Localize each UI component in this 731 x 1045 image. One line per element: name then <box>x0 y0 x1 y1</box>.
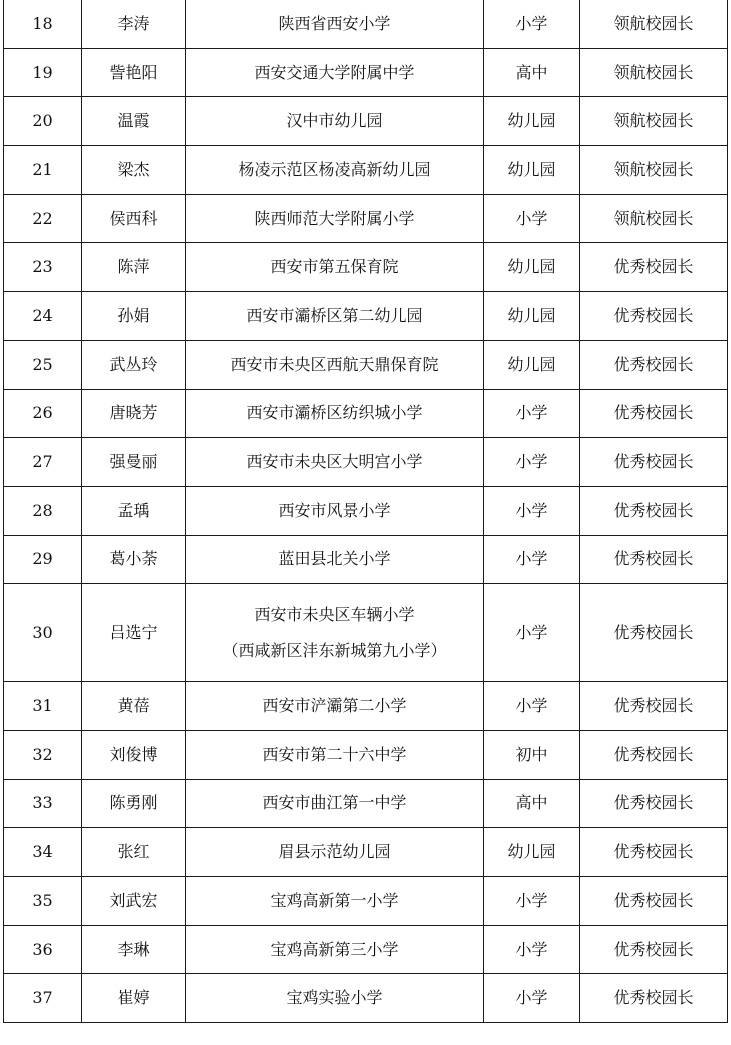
principal-category: 优秀校园长 <box>580 974 728 1023</box>
school-level: 幼儿园 <box>484 146 580 195</box>
roster-table <box>3 0 728 1023</box>
school-name: 蓝田县北关小学 <box>186 535 484 584</box>
table-row <box>4 146 728 195</box>
school-level: 初中 <box>484 730 580 779</box>
table-row <box>4 48 728 97</box>
table-row <box>4 243 728 292</box>
school-name: 西安交通大学附属中学 <box>186 48 484 97</box>
school-name: 杨凌示范区杨凌高新幼儿园 <box>186 146 484 195</box>
school-level: 小学 <box>484 486 580 535</box>
school-level: 小学 <box>484 682 580 731</box>
school-name: 宝鸡实验小学 <box>186 974 484 1023</box>
person-name: 李涛 <box>82 0 186 48</box>
school-level: 小学 <box>484 389 580 438</box>
principal-category: 优秀校园长 <box>580 828 728 877</box>
row-number: 35 <box>4 877 82 926</box>
table-row <box>4 340 728 389</box>
row-number: 29 <box>4 535 82 584</box>
principal-category: 领航校园长 <box>580 48 728 97</box>
row-number: 26 <box>4 389 82 438</box>
person-name: 訾艳阳 <box>82 48 186 97</box>
principal-category: 优秀校园长 <box>580 682 728 731</box>
person-name: 武丛玲 <box>82 340 186 389</box>
principal-category: 优秀校园长 <box>580 877 728 926</box>
school-name: 西安市风景小学 <box>186 486 484 535</box>
principal-category: 优秀校园长 <box>580 438 728 487</box>
school-name: 西安市曲江第一中学 <box>186 779 484 828</box>
table-row <box>4 535 728 584</box>
principal-category: 领航校园长 <box>580 194 728 243</box>
table-row <box>4 779 728 828</box>
person-name: 梁杰 <box>82 146 186 195</box>
school-name: 西安市第五保育院 <box>186 243 484 292</box>
school-name: 陕西省西安小学 <box>186 0 484 48</box>
school-level: 小学 <box>484 925 580 974</box>
principal-category: 优秀校园长 <box>580 779 728 828</box>
school-level: 幼儿园 <box>484 97 580 146</box>
school-level: 小学 <box>484 438 580 487</box>
school-name: 西安市第二十六中学 <box>186 730 484 779</box>
row-number: 22 <box>4 194 82 243</box>
school-name: 汉中市幼儿园 <box>186 97 484 146</box>
school-name-line-2: （西咸新区沣东新城第九小学） <box>222 640 447 660</box>
school-name: 西安市灞桥区纺织城小学 <box>186 389 484 438</box>
school-level: 幼儿园 <box>484 243 580 292</box>
school-level: 小学 <box>484 194 580 243</box>
school-level: 幼儿园 <box>484 292 580 341</box>
school-name: 西安市浐灞第二小学 <box>186 682 484 731</box>
person-name: 侯西科 <box>82 194 186 243</box>
person-name: 吕选宁 <box>82 584 186 682</box>
school-name: 眉县示范幼儿园 <box>186 828 484 877</box>
table-row <box>4 438 728 487</box>
school-level: 小学 <box>484 877 580 926</box>
school-level: 幼儿园 <box>484 340 580 389</box>
person-name: 黄蓓 <box>82 682 186 731</box>
school-level: 小学 <box>484 974 580 1023</box>
school-level: 小学 <box>484 0 580 48</box>
row-number: 28 <box>4 486 82 535</box>
row-number: 36 <box>4 925 82 974</box>
school-name: 陕西师范大学附属小学 <box>186 194 484 243</box>
row-number: 31 <box>4 682 82 731</box>
row-number: 25 <box>4 340 82 389</box>
person-name: 陈勇刚 <box>82 779 186 828</box>
school-name <box>186 584 484 682</box>
principal-category: 优秀校园长 <box>580 486 728 535</box>
table-row <box>4 292 728 341</box>
principal-category: 领航校园长 <box>580 146 728 195</box>
principal-category: 优秀校园长 <box>580 389 728 438</box>
table-row <box>4 97 728 146</box>
principal-category: 优秀校园长 <box>580 535 728 584</box>
row-number: 19 <box>4 48 82 97</box>
row-number: 27 <box>4 438 82 487</box>
table-row <box>4 730 728 779</box>
person-name: 陈萍 <box>82 243 186 292</box>
table-row <box>4 584 728 682</box>
principal-category: 领航校园长 <box>580 97 728 146</box>
person-name: 唐晓芳 <box>82 389 186 438</box>
person-name: 崔婷 <box>82 974 186 1023</box>
table-row <box>4 974 728 1023</box>
table-row <box>4 194 728 243</box>
principal-category: 优秀校园长 <box>580 243 728 292</box>
principal-category: 优秀校园长 <box>580 584 728 682</box>
table-row <box>4 682 728 731</box>
roster-body <box>4 0 728 1023</box>
school-name: 西安市未央区大明宫小学 <box>186 438 484 487</box>
row-number: 32 <box>4 730 82 779</box>
school-name: 宝鸡高新第三小学 <box>186 925 484 974</box>
school-level: 幼儿园 <box>484 828 580 877</box>
principal-category: 优秀校园长 <box>580 340 728 389</box>
principal-category: 领航校园长 <box>580 0 728 48</box>
person-name: 刘武宏 <box>82 877 186 926</box>
table-row <box>4 0 728 48</box>
school-name: 西安市未央区西航天鼎保育院 <box>186 340 484 389</box>
school-level: 高中 <box>484 48 580 97</box>
table-row <box>4 389 728 438</box>
school-name: 宝鸡高新第一小学 <box>186 877 484 926</box>
principal-category: 优秀校园长 <box>580 292 728 341</box>
person-name: 葛小荼 <box>82 535 186 584</box>
person-name: 张红 <box>82 828 186 877</box>
person-name: 孙娟 <box>82 292 186 341</box>
school-name-line-1: 西安市未央区车辆小学 <box>254 604 415 624</box>
school-level: 高中 <box>484 779 580 828</box>
person-name: 李琳 <box>82 925 186 974</box>
row-number: 21 <box>4 146 82 195</box>
row-number: 23 <box>4 243 82 292</box>
person-name: 温霞 <box>82 97 186 146</box>
principal-category: 优秀校园长 <box>580 925 728 974</box>
table-row <box>4 877 728 926</box>
row-number: 37 <box>4 974 82 1023</box>
school-name: 西安市灞桥区第二幼儿园 <box>186 292 484 341</box>
principal-category: 优秀校园长 <box>580 730 728 779</box>
table-row <box>4 828 728 877</box>
row-number: 18 <box>4 0 82 48</box>
school-level: 小学 <box>484 535 580 584</box>
row-number: 30 <box>4 584 82 682</box>
table-row <box>4 486 728 535</box>
person-name: 强曼丽 <box>82 438 186 487</box>
row-number: 33 <box>4 779 82 828</box>
row-number: 34 <box>4 828 82 877</box>
person-name: 刘俊博 <box>82 730 186 779</box>
row-number: 20 <box>4 97 82 146</box>
person-name: 孟瑀 <box>82 486 186 535</box>
school-level: 小学 <box>484 584 580 682</box>
table-row <box>4 925 728 974</box>
row-number: 24 <box>4 292 82 341</box>
